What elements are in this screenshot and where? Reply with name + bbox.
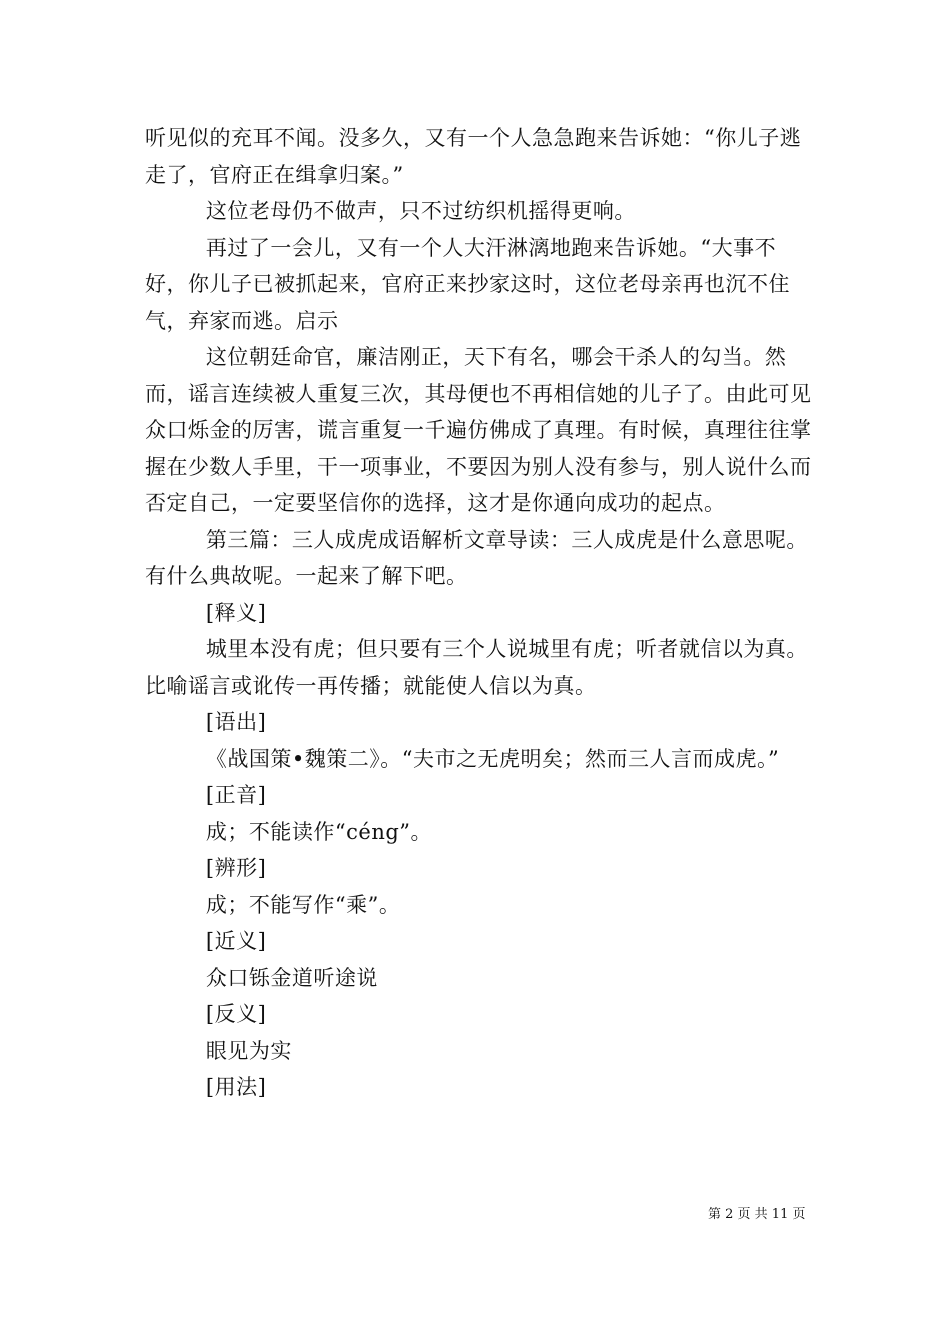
section-label: [用法] (205, 1075, 267, 1099)
page-number-footer: 第 2 页 共 11 页 (708, 1207, 806, 1222)
paragraph: 这位老母仍不做声，只不过纺织机摇得更响。 (205, 199, 636, 223)
paragraph: 成；不能写作“乘”。 (205, 892, 401, 917)
section-label: [语出] (205, 710, 267, 734)
paragraph: 城里本没有虎；但只要有三个人说城里有虎；听者就信以为真。比喻谣言或讹传一再传播；就能使人信以为真。 (145, 637, 808, 698)
paragraph: 众口铄金道听途说 (205, 965, 378, 990)
paragraph: 这位朝廷命官，廉洁刚正，天下有名，哪会干杀人的勾当。然而，谣言连续被人重复三次，其母便也不再相信她的儿子了。由此可见众口烁金的厉害，谎言重复一千遍仿佛成了真理。有时候，真理往往掌握在少数人手里，干一项事业，不要因为别人没有参与，别人说什么而否定自己，一定要坚信你的选择，这才是你通向成功的起点。 (145, 345, 812, 515)
paragraph: 眼见为实 (205, 1038, 292, 1063)
section-label: [近义] (205, 929, 267, 953)
section-label: [释义] (205, 600, 267, 625)
section-label: [正音] (205, 783, 267, 807)
paragraph: 再过了一会儿，又有一个人大汗淋漓地跑来告诉她。“大事不好，你儿子已被抓起来，官府正来抄家这时，这位老母亲再也沉不住气，弃家而逃。启示 (145, 235, 790, 333)
section-label: [辨形] (205, 856, 267, 880)
document-body (145, 120, 815, 1106)
paragraph: 第三篇：三人成虎成语解析文章导读：三人成虎是什么意思呢。有什么典故呢。一起来了解下吧。 (145, 527, 808, 588)
paragraph: 《战国策•魏策二》。“夫市之无虎明矣；然而三人言而成虎。” (205, 746, 780, 771)
paragraph: 成；不能读作“céng”。 (205, 819, 433, 844)
paragraph: 听见似的充耳不闻。没多久，又有一个人急急跑来告诉她：“你儿子逃走了，官府正在缉拿归案。” (145, 126, 802, 187)
section-label: [反义] (205, 1002, 267, 1026)
